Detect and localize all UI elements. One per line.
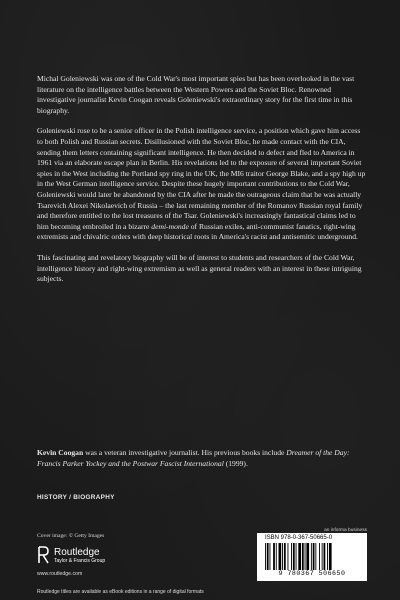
blurb-paragraph-2: Goleniewski rose to be a senior officer in the Polish intelligence service, a position which gave him access to both Polish and Russian secrets. Disillusioned with the Soviet Bloc, he made contact with the CIA, sending them letters containing significant intelligence. He then decided to defect and fled to America in 1961 via an elaborate escape plan in Berlin. His revelations led to the exposure of several important Soviet spies in the West including the Portland spy ring in the UK, the MI6 traitor George Blake, and a spy high up in the West German intelligence service. Despite these hugely important contributions to the Cold War, Goleniewski would later be abandoned by the CIA after he made the outrageous claim that he was actually Tsarevich Alexei Nikolaevich of Russia – the last remaining member of the Romanov Russian royal family and therefore entitled to the lost treasures of the Tsar. Goleniewski's increasingly fantastical claims led to him becoming embroiled in a bizarre demi-monde of Russian exiles, anti-communist fanatics, right-wing extremists and chivalric orders with deep historical roots in America's racist and antisemitic underground. xyxy=(37,126,366,242)
category-label: HISTORY / BIOGRAPHY xyxy=(37,494,115,501)
barcode-bar xyxy=(291,543,292,573)
barcode-bar xyxy=(319,543,320,573)
publisher-name: Routledge xyxy=(54,546,100,558)
blurb xyxy=(37,74,367,295)
publisher-website: www.routledge.com xyxy=(37,571,83,577)
barcode-bar xyxy=(273,543,275,573)
barcode-bar xyxy=(296,543,297,573)
previous-book-title: Dreamer of the Day: Francis Parker Yockey and the Postwar Fascist International xyxy=(37,448,350,468)
barcode-bar xyxy=(305,543,306,573)
ebook-note: Routledge titles are available as eBook editions in a range of digital formats xyxy=(37,589,204,595)
barcode-bar xyxy=(265,543,266,573)
publisher-logo xyxy=(37,546,105,564)
barcode-bar xyxy=(288,543,289,573)
barcode-bar xyxy=(327,543,328,573)
publisher-group: Taylor & Francis Group xyxy=(54,557,106,564)
cover-credit: Cover image: © Getty Images xyxy=(37,533,105,539)
barcode-bar xyxy=(313,543,315,573)
barcode-bar xyxy=(276,543,277,573)
barcode-bar xyxy=(329,543,332,573)
blurb-paragraph-1: Michal Goleniewski was one of the Cold War's most important spies but has been overlooked in the vast literature on the intelligence battles between the Western Powers and the Soviet Bloc. Renowned investigative journalist Kevin Coogan reveals Goleniewski's extraordinary story for the first time in this biography. xyxy=(37,74,355,115)
blurb-paragraph-3: This fascinating and revelatory biography will be of interest to students and researchers of the Cold War, intelligence history and right-wing extremism as well as general readers with an interest in these intriguing subjects. xyxy=(37,252,362,284)
barcode-bar xyxy=(279,543,282,573)
blurb-italic-term: demi-monde xyxy=(151,221,189,231)
imprint-text: an informa business xyxy=(324,528,367,533)
barcode-bar xyxy=(270,543,271,573)
barcode-bar xyxy=(293,543,295,573)
barcode-bar xyxy=(298,543,301,573)
barcode-panel xyxy=(257,533,367,581)
barcode-bar xyxy=(306,543,309,573)
routledge-logo-icon xyxy=(37,546,49,564)
barcode-graphic xyxy=(265,543,359,573)
barcode-bar xyxy=(284,543,286,573)
barcode-bar xyxy=(311,543,312,573)
barcode-bar xyxy=(322,543,323,573)
barcode-bar xyxy=(302,543,304,573)
barcode-digits: 9 780367 506650 xyxy=(260,570,364,577)
barcode-bar xyxy=(315,543,316,573)
barcode-bar xyxy=(267,543,269,573)
author-bio: Kevin Coogan was a veteran investigative journalist. His previous books include Dreamer of the Day: Francis Parker Yockey and the Postwar Fascist International (1999). xyxy=(37,448,350,468)
author-name: Kevin Coogan xyxy=(37,448,84,457)
barcode-bar xyxy=(324,543,326,573)
barcode-bar xyxy=(282,543,283,573)
isbn-label: ISBN 978-0-367-50665-0 xyxy=(265,535,333,541)
